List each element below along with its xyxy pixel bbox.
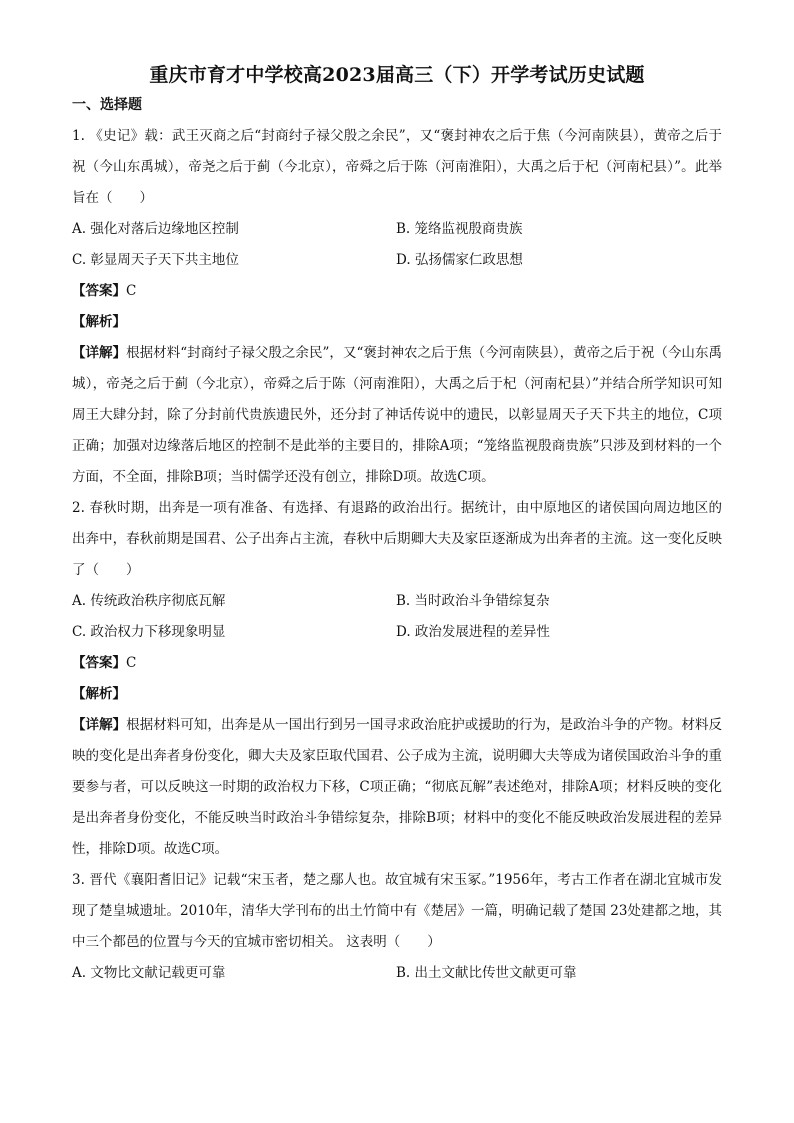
option-b: B. 出土文献比传世文献更可靠 xyxy=(396,965,577,981)
question-2-stem: 2. 春秋时期，出奔是一项有准备、有选择、有退路的政治出行。据统计，由中原地区的诸侯国向周边地区的出奔中，春秋前期是国君、公子出奔占主流，春秋中后期卿大夫及家臣逐渐成为出奔者的主流。这一变化反映了（ ） xyxy=(72,500,722,578)
option-a: A. 传统政治秩序彻底瓦解 xyxy=(72,593,226,609)
detail-paragraph xyxy=(72,338,722,493)
answer-value: C xyxy=(126,283,137,299)
detail-paragraph xyxy=(72,710,722,865)
analysis-line xyxy=(72,679,722,710)
question-1-options xyxy=(72,214,722,276)
option-b: B. 笼络监视殷商贵族 xyxy=(396,221,523,237)
option-c: C. 政治权力下移现象明显 xyxy=(72,624,226,640)
detail-tag: 【详解】 xyxy=(72,717,127,733)
option-a: A. 文物比文献记载更可靠 xyxy=(72,965,226,981)
option-d: D. 弘扬儒家仁政思想 xyxy=(396,252,523,268)
option-b: B. 当时政治斗争错综复杂 xyxy=(396,593,550,609)
analysis-tag: 【解析】 xyxy=(72,314,126,330)
question-2 xyxy=(72,493,722,865)
section-heading: 一、选择题 xyxy=(72,97,142,113)
question-1 xyxy=(72,121,722,493)
answer-line xyxy=(72,648,722,679)
analysis-tag: 【解析】 xyxy=(72,686,126,702)
answer-line xyxy=(72,276,722,307)
answer-tag: 【答案】 xyxy=(72,655,126,671)
option-c: C. 彰显周天子天下共主地位 xyxy=(72,252,239,268)
detail-text: 根据材料可知，出奔是从一国出行到另一国寻求政治庇护或援助的行为，是政治斗争的产物。材料反映的变化是出奔者身份变化，卿大夫及家臣取代国君、公子成为主流，说明卿大夫等成为诸侯国政治斗争的重要参与者，可以反映这一时期的政治权力下移，C项正确；“彻底瓦解”表述绝对，排除A项；材料反映的变化是出奔者身份变化，不能反映当时政治斗争错综复杂，排除B项；材料中的变化不能反映政治发展进程的差异性，排除D项。故选C项。 xyxy=(72,717,723,857)
answer-value: C xyxy=(126,655,137,671)
question-3-stem: 3. 晋代《襄阳耆旧记》记载“宋玉者，楚之鄢人也。故宜城有宋玉冢。”1956年，考古工作者在湖北宜城市发现了楚皇城遗址。2010年，清华大学刊布的出土竹简中有《楚居》一篇，明确记载了楚国 23处建都之地，其中三个都邑的位置与今天的宜城市密切相关。 这表明（ ） xyxy=(72,872,722,950)
option-a: A. 强化对落后边缘地区控制 xyxy=(72,221,239,237)
answer-tag: 【答案】 xyxy=(72,283,126,299)
question-2-options xyxy=(72,586,722,648)
question-3-options xyxy=(72,958,722,989)
detail-text: 根据材料“封商纣子禄父殷之余民”，又“褒封神农之后于焦（今河南陕县），黄帝之后于祝（今山东禹城），帝尧之后于蓟（今北京），帝舜之后于陈（河南淮阳），大禹之后于杞（河南杞县）”并结合所学知识可知周王大肆分封，除了分封前代贵族遗民外，还分封了神话传说中的遗民，以彰显周天子天下共主的地位，C项正确；加强对边缘落后地区的控制不是此举的主要目的，排除A项；“笼络监视殷商贵族”只涉及到材料的一个方面，不全面，排除B项；当时儒学还没有创立，排除D项。故选C项。 xyxy=(72,345,722,485)
exam-page xyxy=(72,62,722,989)
question-1-stem: 1. 《史记》载：武王灭商之后“封商纣子禄父殷之余民”，又“褒封神农之后于焦（今河南陕县），黄帝之后于祝（今山东禹城），帝尧之后于蓟（今北京），帝舜之后于陈（河南淮阳），大禹之后于杞（河南杞县）”。此举旨在（ ） xyxy=(72,128,722,206)
detail-tag: 【详解】 xyxy=(72,345,127,361)
option-d: D. 政治发展进程的差异性 xyxy=(396,624,550,640)
question-3 xyxy=(72,865,722,989)
analysis-line xyxy=(72,307,722,338)
page-title: 重庆市育才中学校高2023届高三（下）开学考试历史试题 xyxy=(149,64,645,86)
